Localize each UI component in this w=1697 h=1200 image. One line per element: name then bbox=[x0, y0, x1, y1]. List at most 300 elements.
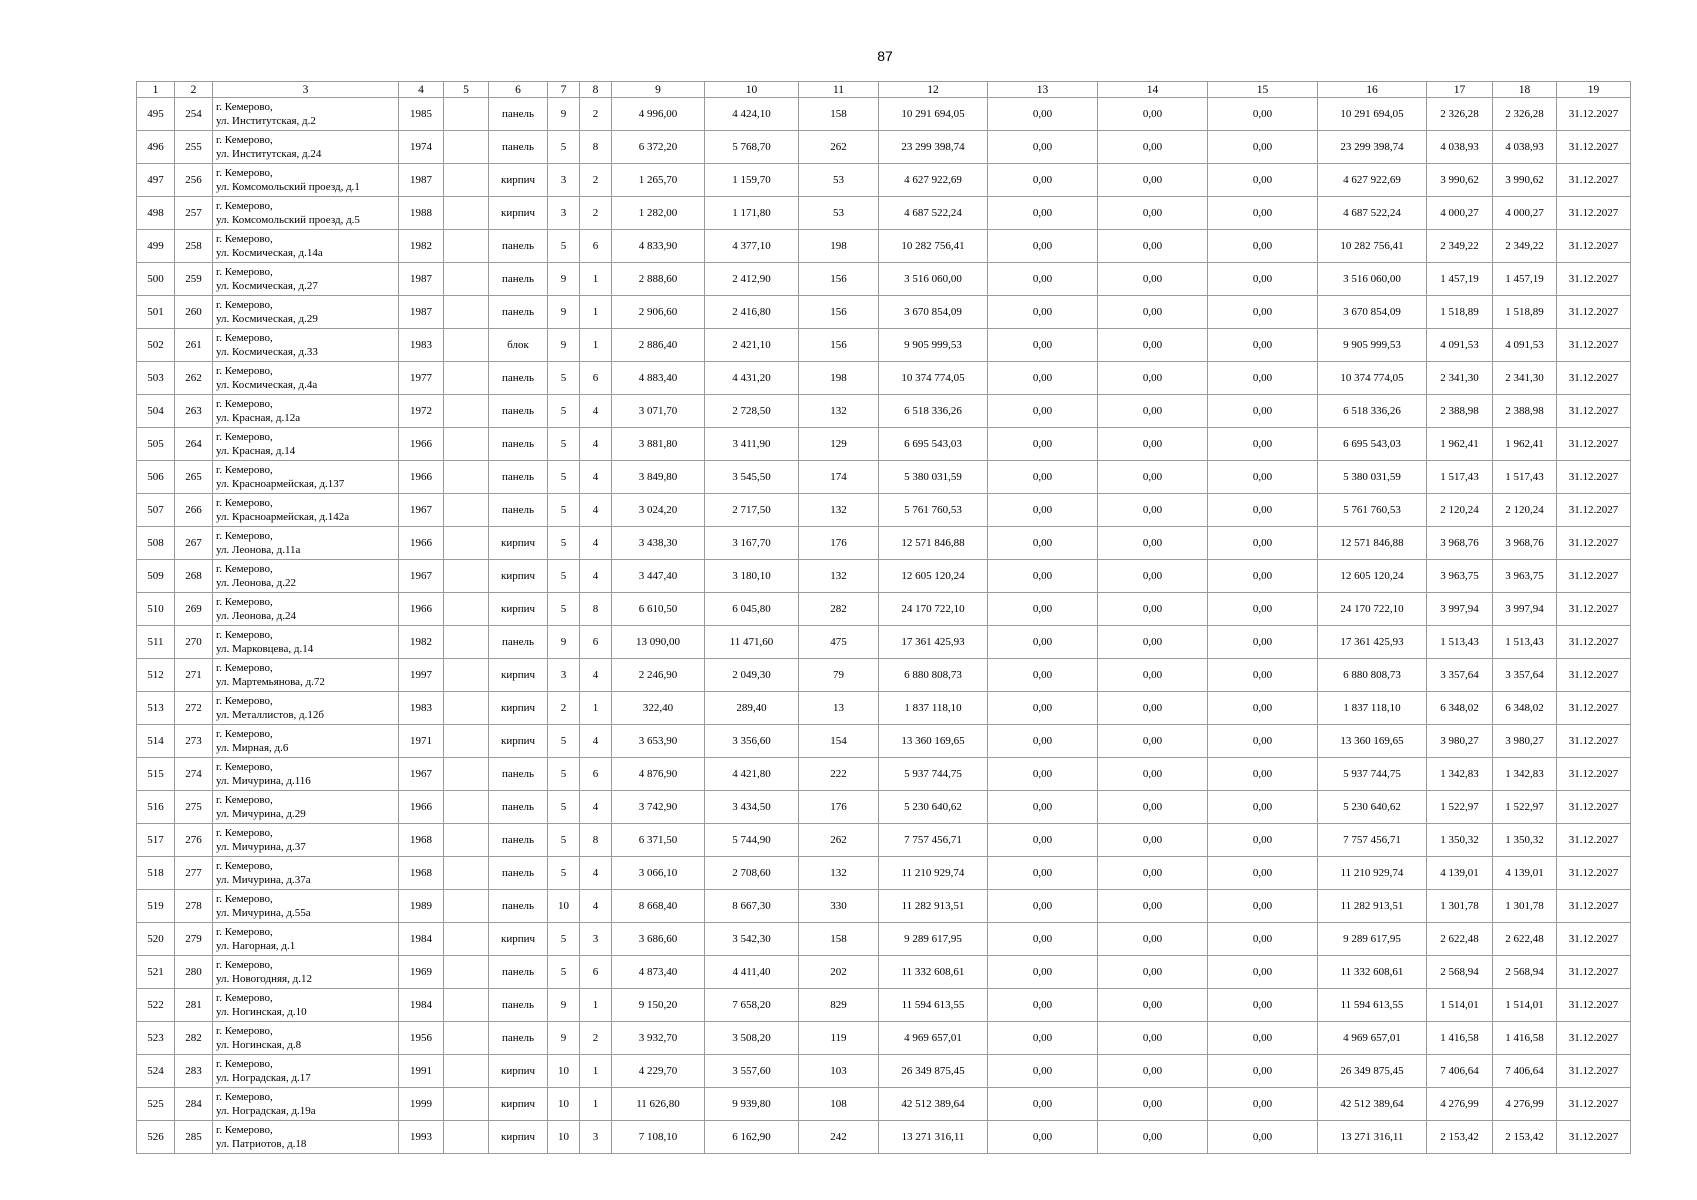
column-number: 10 bbox=[705, 82, 799, 98]
table-cell: 3 963,75 bbox=[1493, 560, 1557, 593]
table-cell: 5 937 744,75 bbox=[1318, 758, 1427, 791]
table-cell: 31.12.2027 bbox=[1557, 923, 1631, 956]
table-cell: 8 bbox=[580, 131, 612, 164]
table-cell: 0,00 bbox=[1208, 791, 1318, 824]
column-number: 5 bbox=[444, 82, 489, 98]
table-cell: 271 bbox=[175, 659, 213, 692]
address-street: ул. Мичурина, д.29 bbox=[216, 808, 306, 820]
table-cell: 0,00 bbox=[988, 164, 1098, 197]
table-cell: 285 bbox=[175, 1121, 213, 1154]
table-cell: 277 bbox=[175, 857, 213, 890]
table-cell: 6 695 543,03 bbox=[879, 428, 988, 461]
table-cell: 282 bbox=[799, 593, 879, 626]
table-cell: 2 622,48 bbox=[1427, 923, 1493, 956]
table-cell: 5 761 760,53 bbox=[879, 494, 988, 527]
table-cell: 284 bbox=[175, 1088, 213, 1121]
table-cell: 5 bbox=[548, 824, 580, 857]
address-street: ул. Мичурина, д.37 bbox=[216, 841, 306, 853]
table-cell: 2 341,30 bbox=[1493, 362, 1557, 395]
table-cell: панель bbox=[489, 263, 548, 296]
table-cell: 31.12.2027 bbox=[1557, 890, 1631, 923]
table-cell: 2 326,28 bbox=[1427, 98, 1493, 131]
table-cell: 9 939,80 bbox=[705, 1088, 799, 1121]
table-cell: 8 bbox=[580, 593, 612, 626]
table-cell: 0,00 bbox=[988, 98, 1098, 131]
address-city: г. Кемерово, bbox=[216, 959, 273, 971]
table-cell: 829 bbox=[799, 989, 879, 1022]
table-cell: 259 bbox=[175, 263, 213, 296]
table-cell: 4 411,40 bbox=[705, 956, 799, 989]
table-row bbox=[137, 659, 1631, 692]
table-cell: 1 bbox=[580, 692, 612, 725]
table-cell bbox=[444, 824, 489, 857]
table-cell: 4 139,01 bbox=[1427, 857, 1493, 890]
table-cell: 254 bbox=[175, 98, 213, 131]
address-cell bbox=[213, 263, 399, 296]
table-cell: 1 522,97 bbox=[1427, 791, 1493, 824]
table-cell: 1 301,78 bbox=[1493, 890, 1557, 923]
table-cell bbox=[444, 329, 489, 362]
table-cell: 1966 bbox=[399, 461, 444, 494]
table-cell: 5 937 744,75 bbox=[879, 758, 988, 791]
address-cell bbox=[213, 725, 399, 758]
table-cell: 0,00 bbox=[988, 428, 1098, 461]
table-row bbox=[137, 131, 1631, 164]
table-cell: 0,00 bbox=[1208, 923, 1318, 956]
table-cell: 266 bbox=[175, 494, 213, 527]
table-cell: 2 412,90 bbox=[705, 263, 799, 296]
table-cell: 0,00 bbox=[1208, 593, 1318, 626]
table-cell: 10 291 694,05 bbox=[879, 98, 988, 131]
table-cell: 10 282 756,41 bbox=[879, 230, 988, 263]
table-cell: 0,00 bbox=[1098, 791, 1208, 824]
table-cell: 154 bbox=[799, 725, 879, 758]
table-cell: 0,00 bbox=[1208, 1121, 1318, 1154]
table-cell: 13 271 316,11 bbox=[1318, 1121, 1427, 1154]
table-cell: 31.12.2027 bbox=[1557, 494, 1631, 527]
table-cell: 1966 bbox=[399, 527, 444, 560]
address-cell bbox=[213, 494, 399, 527]
table-cell: 0,00 bbox=[988, 857, 1098, 890]
table-cell: 4 bbox=[580, 461, 612, 494]
table-cell: 499 bbox=[137, 230, 175, 263]
table-cell: 526 bbox=[137, 1121, 175, 1154]
table-cell: 0,00 bbox=[988, 758, 1098, 791]
table-cell: 6 162,90 bbox=[705, 1121, 799, 1154]
table-cell: 0,00 bbox=[1208, 197, 1318, 230]
table-cell: 3 180,10 bbox=[705, 560, 799, 593]
table-cell: 503 bbox=[137, 362, 175, 395]
table-cell: 6 610,50 bbox=[612, 593, 705, 626]
table-cell: 510 bbox=[137, 593, 175, 626]
column-number: 9 bbox=[612, 82, 705, 98]
address-city: г. Кемерово, bbox=[216, 563, 273, 575]
table-cell: 3 356,60 bbox=[705, 725, 799, 758]
table-cell: 176 bbox=[799, 791, 879, 824]
table-cell: 26 349 875,45 bbox=[1318, 1055, 1427, 1088]
table-cell: 1 bbox=[580, 296, 612, 329]
table-cell: 9 bbox=[548, 989, 580, 1022]
table-cell: 3 071,70 bbox=[612, 395, 705, 428]
table-cell: 256 bbox=[175, 164, 213, 197]
table-cell: 13 271 316,11 bbox=[879, 1121, 988, 1154]
table-cell: 3 881,80 bbox=[612, 428, 705, 461]
table-cell: 0,00 bbox=[1208, 131, 1318, 164]
table-cell: 156 bbox=[799, 263, 879, 296]
table-cell bbox=[444, 230, 489, 263]
address-city: г. Кемерово, bbox=[216, 662, 273, 674]
table-cell: 4 000,27 bbox=[1493, 197, 1557, 230]
table-cell: 1 342,83 bbox=[1427, 758, 1493, 791]
address-city: г. Кемерово, bbox=[216, 629, 273, 641]
table-cell: кирпич bbox=[489, 560, 548, 593]
table-row bbox=[137, 461, 1631, 494]
column-number: 7 bbox=[548, 82, 580, 98]
table-cell: 0,00 bbox=[988, 659, 1098, 692]
table-cell: 1 518,89 bbox=[1493, 296, 1557, 329]
table-cell: кирпич bbox=[489, 1088, 548, 1121]
address-cell bbox=[213, 890, 399, 923]
table-cell: 31.12.2027 bbox=[1557, 329, 1631, 362]
address-street: ул. Леонова, д.22 bbox=[216, 577, 296, 589]
table-cell: 3 997,94 bbox=[1427, 593, 1493, 626]
column-number: 12 bbox=[879, 82, 988, 98]
table-cell: 1966 bbox=[399, 428, 444, 461]
column-number: 16 bbox=[1318, 82, 1427, 98]
table-cell: 0,00 bbox=[1098, 692, 1208, 725]
table-cell: 2 622,48 bbox=[1493, 923, 1557, 956]
address-street: ул. Комсомольский проезд, д.5 bbox=[216, 214, 360, 226]
table-cell: 262 bbox=[175, 362, 213, 395]
table-cell: 2 568,94 bbox=[1427, 956, 1493, 989]
table-cell: 31.12.2027 bbox=[1557, 1022, 1631, 1055]
table-cell: 31.12.2027 bbox=[1557, 989, 1631, 1022]
table-cell: 0,00 bbox=[988, 890, 1098, 923]
table-cell: 4 bbox=[580, 791, 612, 824]
table-cell: 4 873,40 bbox=[612, 956, 705, 989]
column-number: 14 bbox=[1098, 82, 1208, 98]
table-cell: 1989 bbox=[399, 890, 444, 923]
table-cell: 17 361 425,93 bbox=[1318, 626, 1427, 659]
table-cell: панель bbox=[489, 494, 548, 527]
address-city: г. Кемерово, bbox=[216, 101, 273, 113]
table-cell: 31.12.2027 bbox=[1557, 725, 1631, 758]
table-cell: 0,00 bbox=[988, 362, 1098, 395]
table-cell: 6 518 336,26 bbox=[879, 395, 988, 428]
table-cell: 31.12.2027 bbox=[1557, 428, 1631, 461]
table-cell: кирпич bbox=[489, 659, 548, 692]
table-cell: 2 416,80 bbox=[705, 296, 799, 329]
table-cell: 9 bbox=[548, 329, 580, 362]
table-cell: 132 bbox=[799, 857, 879, 890]
table-cell: 0,00 bbox=[1098, 428, 1208, 461]
table-cell: 1968 bbox=[399, 824, 444, 857]
table-cell: 0,00 bbox=[1098, 131, 1208, 164]
table-cell: 1982 bbox=[399, 230, 444, 263]
table-cell bbox=[444, 890, 489, 923]
table-cell: 255 bbox=[175, 131, 213, 164]
table-cell: 0,00 bbox=[1208, 758, 1318, 791]
table-cell: 4 bbox=[580, 560, 612, 593]
table-cell: 4 687 522,24 bbox=[879, 197, 988, 230]
table-cell: 1968 bbox=[399, 857, 444, 890]
table-cell: 525 bbox=[137, 1088, 175, 1121]
table-cell: панель bbox=[489, 131, 548, 164]
table-cell: 6 695 543,03 bbox=[1318, 428, 1427, 461]
column-number: 18 bbox=[1493, 82, 1557, 98]
address-street: ул. Красная, д.12а bbox=[216, 412, 301, 424]
table-cell: 4 969 657,01 bbox=[1318, 1022, 1427, 1055]
table-cell: 0,00 bbox=[988, 494, 1098, 527]
table-cell: 1971 bbox=[399, 725, 444, 758]
table-cell: 174 bbox=[799, 461, 879, 494]
column-number: 6 bbox=[489, 82, 548, 98]
address-city: г. Кемерово, bbox=[216, 893, 273, 905]
table-row bbox=[137, 197, 1631, 230]
table-cell: 269 bbox=[175, 593, 213, 626]
table-cell: 0,00 bbox=[1208, 296, 1318, 329]
table-cell: 1984 bbox=[399, 923, 444, 956]
address-street: ул. Мичурина, д.116 bbox=[216, 775, 311, 787]
table-cell: 3 357,64 bbox=[1493, 659, 1557, 692]
table-cell: 1 bbox=[580, 329, 612, 362]
table-cell: кирпич bbox=[489, 692, 548, 725]
table-cell: 506 bbox=[137, 461, 175, 494]
table-cell: 1983 bbox=[399, 329, 444, 362]
table-cell: 5 bbox=[548, 857, 580, 890]
address-cell bbox=[213, 593, 399, 626]
address-street: ул. Космическая, д.33 bbox=[216, 346, 318, 358]
table-cell: 501 bbox=[137, 296, 175, 329]
address-city: г. Кемерово, bbox=[216, 761, 273, 773]
table-cell: 11 594 613,55 bbox=[1318, 989, 1427, 1022]
column-number: 2 bbox=[175, 82, 213, 98]
table-cell: 0,00 bbox=[988, 527, 1098, 560]
address-cell bbox=[213, 1088, 399, 1121]
address-street: ул. Металлистов, д.12б bbox=[216, 709, 324, 721]
table-cell: 7 108,10 bbox=[612, 1121, 705, 1154]
table-cell bbox=[444, 395, 489, 428]
table-cell: 10 291 694,05 bbox=[1318, 98, 1427, 131]
table-cell: 31.12.2027 bbox=[1557, 1055, 1631, 1088]
address-street: ул. Леонова, д.11а bbox=[216, 544, 301, 556]
table-cell bbox=[444, 461, 489, 494]
address-city: г. Кемерово, bbox=[216, 200, 273, 212]
address-street: ул. Патриотов, д.18 bbox=[216, 1138, 307, 1150]
table-cell: 3 411,90 bbox=[705, 428, 799, 461]
table-cell: 0,00 bbox=[1098, 725, 1208, 758]
table-cell: 265 bbox=[175, 461, 213, 494]
table-cell: 2 bbox=[580, 197, 612, 230]
table-row bbox=[137, 560, 1631, 593]
table-row bbox=[137, 329, 1631, 362]
table-cell: 0,00 bbox=[1098, 857, 1208, 890]
table-cell: 31.12.2027 bbox=[1557, 659, 1631, 692]
table-cell: кирпич bbox=[489, 197, 548, 230]
table-cell: 31.12.2027 bbox=[1557, 758, 1631, 791]
table-cell: 0,00 bbox=[988, 593, 1098, 626]
table-cell: 1 518,89 bbox=[1427, 296, 1493, 329]
table-cell: 1985 bbox=[399, 98, 444, 131]
table-cell: 505 bbox=[137, 428, 175, 461]
table-row bbox=[137, 164, 1631, 197]
table-cell: 0,00 bbox=[988, 1121, 1098, 1154]
table-cell: 1 513,43 bbox=[1493, 626, 1557, 659]
table-cell: 10 374 774,05 bbox=[1318, 362, 1427, 395]
table-cell: 524 bbox=[137, 1055, 175, 1088]
table-row bbox=[137, 890, 1631, 923]
table-cell: 261 bbox=[175, 329, 213, 362]
table-cell: 0,00 bbox=[1098, 164, 1208, 197]
table-row bbox=[137, 527, 1631, 560]
table-cell: панель bbox=[489, 296, 548, 329]
table-cell: 31.12.2027 bbox=[1557, 692, 1631, 725]
table-cell: 9 905 999,53 bbox=[1318, 329, 1427, 362]
address-city: г. Кемерово, bbox=[216, 167, 273, 179]
address-street: ул. Мартемьянова, д.72 bbox=[216, 676, 325, 688]
table-cell: 0,00 bbox=[1098, 98, 1208, 131]
address-city: г. Кемерово, bbox=[216, 1091, 273, 1103]
table-cell: 0,00 bbox=[988, 692, 1098, 725]
table-cell: 11 282 913,51 bbox=[879, 890, 988, 923]
table-cell: 500 bbox=[137, 263, 175, 296]
table-cell: 0,00 bbox=[1208, 494, 1318, 527]
table-cell: 322,40 bbox=[612, 692, 705, 725]
table-cell: 1 bbox=[580, 263, 612, 296]
table-cell: 0,00 bbox=[988, 1088, 1098, 1121]
table-cell: 4 627 922,69 bbox=[879, 164, 988, 197]
address-city: г. Кемерово, bbox=[216, 695, 273, 707]
address-cell bbox=[213, 989, 399, 1022]
table-cell: 9 289 617,95 bbox=[879, 923, 988, 956]
table-cell: 0,00 bbox=[988, 956, 1098, 989]
table-cell: 1 171,80 bbox=[705, 197, 799, 230]
address-cell bbox=[213, 626, 399, 659]
table-cell bbox=[444, 659, 489, 692]
table-cell: 156 bbox=[799, 296, 879, 329]
table-cell: 262 bbox=[799, 824, 879, 857]
table-cell: 5 bbox=[548, 395, 580, 428]
table-cell: 5 744,90 bbox=[705, 824, 799, 857]
table-cell: 513 bbox=[137, 692, 175, 725]
table-cell bbox=[444, 527, 489, 560]
table-cell: панель bbox=[489, 791, 548, 824]
table-cell: 507 bbox=[137, 494, 175, 527]
table-cell: 6 bbox=[580, 956, 612, 989]
table-cell: 0,00 bbox=[988, 263, 1098, 296]
table-cell: 132 bbox=[799, 494, 879, 527]
table-cell bbox=[444, 98, 489, 131]
table-cell: 260 bbox=[175, 296, 213, 329]
table-cell: 1 282,00 bbox=[612, 197, 705, 230]
table-cell: 26 349 875,45 bbox=[879, 1055, 988, 1088]
table-cell: 31.12.2027 bbox=[1557, 857, 1631, 890]
table-row bbox=[137, 263, 1631, 296]
table-cell: 24 170 722,10 bbox=[1318, 593, 1427, 626]
table-cell: 3 997,94 bbox=[1493, 593, 1557, 626]
table-cell: 257 bbox=[175, 197, 213, 230]
table-cell: 268 bbox=[175, 560, 213, 593]
address-cell bbox=[213, 923, 399, 956]
address-cell bbox=[213, 362, 399, 395]
table-cell bbox=[444, 692, 489, 725]
address-city: г. Кемерово, bbox=[216, 332, 273, 344]
table-cell: 0,00 bbox=[1098, 362, 1208, 395]
table-cell: 5 bbox=[548, 362, 580, 395]
table-cell: 4 431,20 bbox=[705, 362, 799, 395]
table-cell: 262 bbox=[799, 131, 879, 164]
table-cell: 1977 bbox=[399, 362, 444, 395]
column-number: 17 bbox=[1427, 82, 1493, 98]
table-cell: 5 380 031,59 bbox=[879, 461, 988, 494]
table-cell: 2 388,98 bbox=[1427, 395, 1493, 428]
table-cell: 1988 bbox=[399, 197, 444, 230]
table-cell: 3 024,20 bbox=[612, 494, 705, 527]
table-cell: 4 bbox=[580, 659, 612, 692]
table-cell: 283 bbox=[175, 1055, 213, 1088]
table-cell: 1 342,83 bbox=[1493, 758, 1557, 791]
table-cell: 521 bbox=[137, 956, 175, 989]
table-cell: 2 728,50 bbox=[705, 395, 799, 428]
table-cell: 12 605 120,24 bbox=[879, 560, 988, 593]
table-cell bbox=[444, 131, 489, 164]
table-cell: панель bbox=[489, 362, 548, 395]
table-cell: 4 091,53 bbox=[1493, 329, 1557, 362]
address-street: ул. Ноградская, д.19а bbox=[216, 1105, 316, 1117]
table-cell: 13 360 169,65 bbox=[1318, 725, 1427, 758]
table-cell bbox=[444, 725, 489, 758]
table-cell bbox=[444, 989, 489, 1022]
table-cell: 0,00 bbox=[988, 296, 1098, 329]
address-city: г. Кемерово, bbox=[216, 299, 273, 311]
table-cell: 31.12.2027 bbox=[1557, 791, 1631, 824]
table-cell: 4 276,99 bbox=[1493, 1088, 1557, 1121]
address-city: г. Кемерово, bbox=[216, 1058, 273, 1070]
column-number: 13 bbox=[988, 82, 1098, 98]
table-cell: 0,00 bbox=[988, 1022, 1098, 1055]
table-cell: 267 bbox=[175, 527, 213, 560]
table-row bbox=[137, 626, 1631, 659]
table-cell: 10 282 756,41 bbox=[1318, 230, 1427, 263]
table-cell: 4 bbox=[580, 428, 612, 461]
table-cell bbox=[444, 791, 489, 824]
table-cell: 0,00 bbox=[1098, 923, 1208, 956]
table-cell: 5 230 640,62 bbox=[1318, 791, 1427, 824]
address-cell bbox=[213, 758, 399, 791]
table-row bbox=[137, 1022, 1631, 1055]
address-city: г. Кемерово, bbox=[216, 266, 273, 278]
address-street: ул. Красноармейская, д.137 bbox=[216, 478, 345, 490]
table-row bbox=[137, 989, 1631, 1022]
table-cell: 0,00 bbox=[1098, 461, 1208, 494]
table-cell: 4 377,10 bbox=[705, 230, 799, 263]
table-cell: 9 905 999,53 bbox=[879, 329, 988, 362]
table-row bbox=[137, 494, 1631, 527]
table-cell: 2 349,22 bbox=[1427, 230, 1493, 263]
table-cell: 518 bbox=[137, 857, 175, 890]
table-cell: 4 833,90 bbox=[612, 230, 705, 263]
table-cell: 13 090,00 bbox=[612, 626, 705, 659]
table-cell: 4 229,70 bbox=[612, 1055, 705, 1088]
table-cell: 3 066,10 bbox=[612, 857, 705, 890]
address-cell bbox=[213, 197, 399, 230]
table-cell: 242 bbox=[799, 1121, 879, 1154]
table-cell: 0,00 bbox=[988, 1055, 1098, 1088]
table-cell: 202 bbox=[799, 956, 879, 989]
table-cell: 31.12.2027 bbox=[1557, 626, 1631, 659]
table-cell: 3 508,20 bbox=[705, 1022, 799, 1055]
table-cell: кирпич bbox=[489, 593, 548, 626]
